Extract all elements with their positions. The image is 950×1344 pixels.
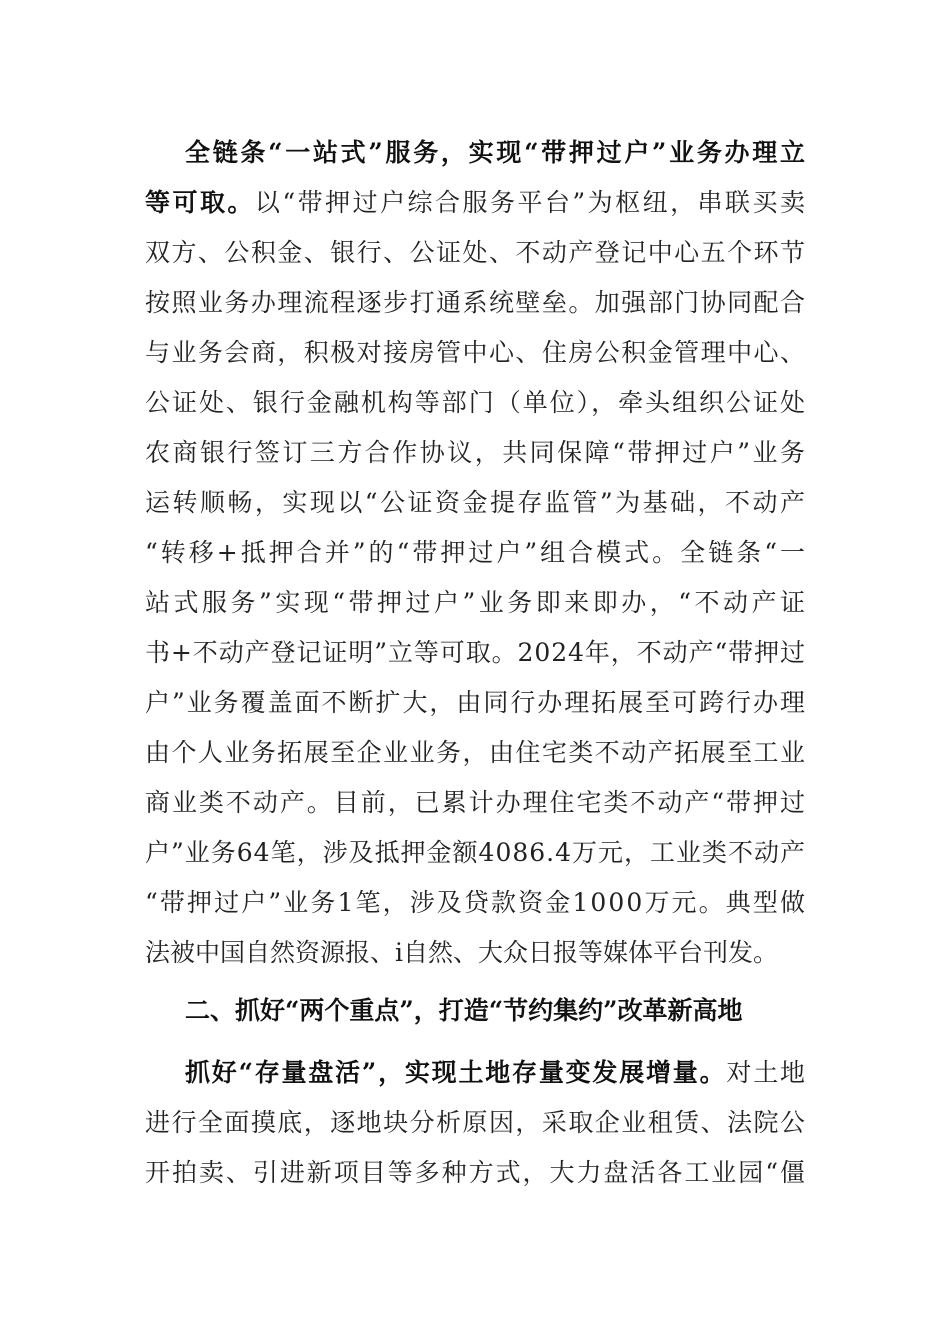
- section-heading: 二、抓好“两个重点”，打造“节约集约”改革新高地: [185, 996, 743, 1025]
- paragraph-1-text: “转移+抵押合并”的“带押过户”组合模式。全链条“一: [145, 538, 808, 567]
- paragraph-1-line-6: [145, 378, 805, 428]
- paragraph-1-line-15: [145, 828, 805, 878]
- paragraph-1-line-16: [145, 878, 808, 928]
- paragraph-1-bold-lead: 全链条“一站式”服务，实现“带押过户”业务办理立: [185, 138, 808, 167]
- paragraph-1-text: 商业类不动产。目前，已累计办理住宅类不动产“带押过: [145, 788, 807, 817]
- paragraph-1-line-17: [145, 928, 805, 978]
- paragraph-1-text: 站式服务”实现“带押过户”业务即来即办，“不动产证: [145, 588, 809, 617]
- paragraph-2-text: 开拍卖、引进新项目等多种方式，大力盘活各工业园“僵: [145, 1158, 807, 1187]
- paragraph-2-line-1: [185, 1048, 805, 1098]
- paragraph-1-line-11: [145, 628, 805, 678]
- paragraph-1-line-1: [185, 128, 808, 178]
- paragraph-2-line-2: [145, 1098, 805, 1148]
- paragraph-1-text: 书+不动产登记证明”立等可取。2024年，不动产“带押过: [145, 638, 806, 667]
- paragraph-1-text: 法被中国自然资源报、i自然、大众日报等媒体平台刊发。: [145, 938, 778, 967]
- paragraph-1-line-3: [145, 228, 805, 278]
- paragraph-2-line-3: [145, 1148, 805, 1198]
- paragraph-1-line-12: [145, 678, 805, 728]
- paragraph-1-line-4: [145, 278, 805, 328]
- paragraph-1-text: 由个人业务拓展至企业业务，由住宅类不动产拓展至工业: [145, 738, 807, 767]
- paragraph-1-line-9: [145, 528, 808, 578]
- paragraph-1-line-10: [145, 578, 809, 628]
- paragraph-1-text: 户”业务覆盖面不断扩大，由同行办理拓展至可跨行办理: [145, 688, 807, 717]
- paragraph-1-line-7: [145, 428, 808, 478]
- paragraph-1-text: 与业务会商，积极对接房管中心、住房公积金管理中心、: [145, 338, 807, 367]
- paragraph-1-line-8: [145, 478, 808, 528]
- paragraph-1-line-5: [145, 328, 805, 378]
- paragraph-1-text: 运转顺畅，实现以“公证资金提存监管”为基础，不动产: [145, 488, 808, 517]
- paragraph-2-text: 对土地: [726, 1058, 807, 1087]
- paragraph-2-bold-lead: 抓好“存量盘活”，实现土地存量变发展增量。: [185, 1058, 727, 1087]
- paragraph-1-text: 户”业务64笔，涉及抵押金额4086.4万元，工业类不动产: [145, 838, 806, 867]
- paragraph-1-text: 按照业务办理流程逐步打通系统壁垒。加强部门协同配合: [145, 288, 807, 317]
- paragraph-2-text: 进行全面摸底，逐地块分析原因，采取企业租赁、法院公: [145, 1108, 807, 1137]
- paragraph-1-bold-tail: 等可取。: [145, 188, 255, 217]
- paragraph-1-text: 双方、公积金、银行、公证处、不动产登记中心五个环节: [145, 238, 807, 267]
- paragraph-1-line-13: [145, 728, 805, 778]
- paragraph-1-line-2: [145, 178, 808, 228]
- paragraph-1-line-14: [145, 778, 805, 828]
- paragraph-1-text: 公证处、银行金融机构等部门（单位），牵头组织公证处: [145, 388, 807, 417]
- paragraph-1-text: 以“带押过户综合服务平台”为枢纽，串联买卖: [254, 188, 808, 217]
- paragraph-1-text: 农商银行签订三方合作协议，共同保障“带押过户”业务: [145, 438, 808, 467]
- paragraph-1-text: “带押过户”业务1笔，涉及贷款资金1000万元。典型做: [145, 888, 808, 917]
